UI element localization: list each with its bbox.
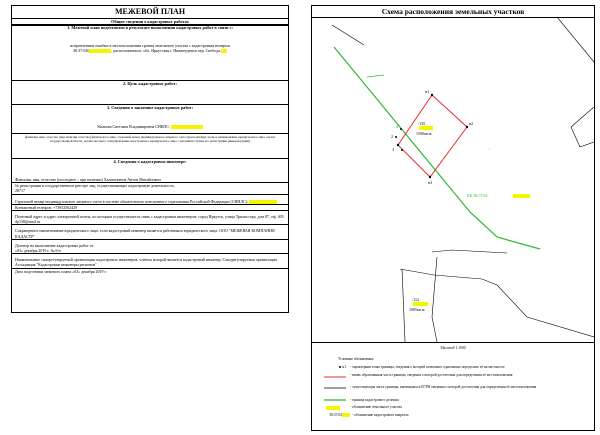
engineer-snils: Страховой номер индивидуального лицевого счета в системе обязательного пенсионного страхования Российской Федерации (СНИЛС): — [12, 199, 288, 205]
plan-title: МЕЖЕВОЙ ПЛАН — [12, 6, 288, 19]
customer-name: Ушакова Светлана Владимировна СНИЛС: — [12, 124, 288, 129]
boundary-point — [466, 126, 468, 128]
section-2-heading: 2. Цель кадастровых работ: — [123, 81, 177, 86]
engineer-fio: Фамилия, имя, отчество (последнее – при наличии) Халматханов Антон Михайлович — [12, 177, 288, 183]
scheme-title: Схема расположения земельных участков — [312, 6, 594, 18]
scale-text: Масштаб 1:1000 — [440, 346, 466, 350]
redacted-mark — [221, 49, 227, 53]
existing-boundary-line — [571, 127, 594, 147]
parcel-area-label: 1685кв.м. — [409, 307, 426, 312]
legend-symbol-quarter: 38:37:02 — [314, 413, 350, 417]
boundary-point — [400, 128, 402, 130]
existing-boundary-line — [557, 17, 594, 62]
section-2 — [12, 80, 288, 88]
boundary-point — [395, 136, 397, 138]
legend-symbols — [322, 375, 348, 415]
point-label: 1 — [396, 124, 398, 129]
new-parcel-boundary — [398, 95, 467, 177]
customer-note: (фамилия, имя, отчество (при наличии отчества) физического лица, страховой номер индивидуального лицевого счета (при наличии); полное наименование юридического лица, органа государственной власти, органа местного самоуправления, иностранного юридического лица с указанием страны его регистрации (инкорпорации)) — [12, 133, 288, 143]
existing-boundary-line — [432, 250, 507, 253]
point-label: н3 — [428, 180, 433, 185]
section-4-heading: 4. Сведения о кадастровом инженере: — [113, 159, 187, 164]
boundary-plan-page — [11, 5, 289, 313]
redacted-mark — [89, 49, 111, 53]
cadastral-boundary-line — [367, 75, 384, 77]
section-1-text: исправлением ошибки в местоположении границ земельного участка с кадастровым номером 38:37:020 , расположенного: обл. Иркутская г. Нижнеудинск пер. Свобода, — [70, 43, 230, 54]
section-1 — [12, 24, 288, 67]
cadastral-boundary-line — [334, 47, 540, 249]
legend-item: - вновь образованная часть границы, сведения о которой достаточны для определения её местоположения — [350, 373, 513, 377]
parcel-layout-scheme-page — [311, 5, 595, 431]
quarter-highlight — [342, 413, 350, 417]
section-1-heading: 1. Межевой план подготовлен в результате выполнения кадастровых работ в связи с: — [67, 25, 233, 30]
point-label: н1 — [425, 89, 430, 94]
scheme-map — [312, 17, 594, 342]
parcel-label: : — [489, 146, 491, 151]
section-4 — [12, 158, 288, 312]
plan-date: Дата подготовки межевого плана «03» декабря 2019 г. — [15, 268, 107, 274]
map-drawing — [312, 17, 594, 342]
parcel-label: :135 — [418, 121, 426, 126]
existing-boundary-line — [400, 269, 594, 337]
legend-item: - характерная точка границы, сведения о которой позволяют однозначно определить её на местности — [350, 365, 505, 369]
existing-boundary-line — [402, 269, 405, 342]
boundary-point — [429, 176, 431, 178]
redacted-mark — [249, 200, 277, 204]
boundary-point — [397, 144, 399, 146]
legend-item: - существующая часть границы, имеющаяся в ЕГРН сведения о которой достаточны для определения её местоположения — [350, 385, 537, 389]
contract-info: Договор на выполнение кадастровых работ от «03» декабря 2019 г. № б/н — [12, 243, 288, 254]
engineer-reg: № регистрации в государственном реестре лиц, осуществляющих кадастровую деятельность: 28717 — [12, 183, 288, 194]
parcel-highlight — [413, 302, 428, 306]
parcel-label: :112 — [412, 297, 419, 302]
point-label: 2 — [391, 134, 393, 139]
existing-boundary-line — [332, 25, 364, 45]
boundary-point — [401, 149, 403, 151]
boundary-point — [431, 94, 433, 96]
plan-subtitle: Общие сведения о кадастровых работах — [12, 19, 288, 26]
legend-item: - граница кадастрового деления — [350, 398, 399, 402]
section-3-heading: 3. Сведения о заказчике кадастровых работ: — [106, 105, 194, 110]
redacted-mark — [171, 125, 203, 129]
parcel-symbol — [326, 406, 340, 410]
point-label: 3 — [392, 147, 394, 152]
engineer-address: Почтовый адрес и адрес электронной почты, по которым осуществляется связь с кадастровым инженером: город Иркутск, улица Трилиссера, дом 87, оф. 405 dp138@mail.ru — [12, 214, 288, 225]
point-label: н2 — [469, 121, 474, 126]
engineer-phone: Контактный телефон: +73952562429 — [12, 205, 288, 211]
quarter-highlight — [513, 194, 530, 198]
parcel-highlight — [419, 126, 433, 130]
section-3 — [12, 104, 288, 144]
cadastral-quarter-label: КК 38:37:02 — [467, 193, 488, 198]
sro-info: Наименование саморегулируемой организации кадастровых инженеров, членом которой является кадастровый инженер: Саморегулируемая организация Ассоциация "Кадастровые инженеры регионов" — [12, 257, 288, 268]
existing-boundary-line — [432, 257, 437, 342]
existing-boundary-line — [571, 107, 594, 127]
legend-symbol-point: н1 — [322, 365, 346, 369]
legend-item: - обозначение кадастрового квартала — [352, 413, 409, 417]
engineer-organization: Сокращенное наименование юридического лица, если кадастровый инженер является работником юридического лица: ООО "МЕЖЕВАЯ КОМПАНИЯ КАДАСТР" — [12, 228, 288, 239]
legend — [312, 342, 594, 431]
parcel-area-label: 1500кв.м. — [416, 131, 433, 136]
legend-item: - обозначение земельного участка — [350, 405, 402, 409]
legend-title: Условные обозначения: — [338, 357, 374, 361]
